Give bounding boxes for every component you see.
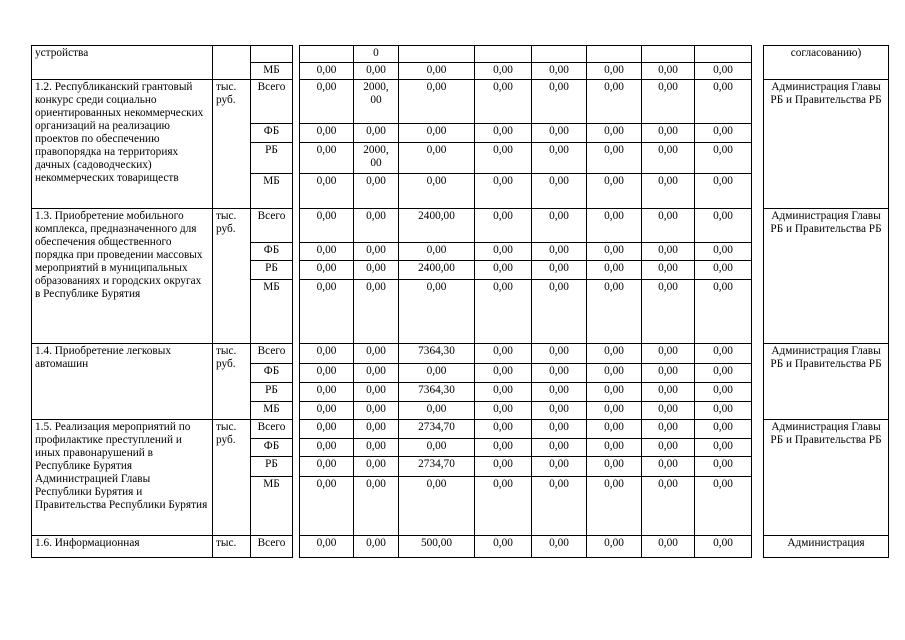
value-cell: 0,00 (695, 439, 752, 457)
value-cell: 0,00 (300, 439, 354, 457)
value-cell: 0,00 (642, 280, 695, 344)
value-cell: 0,00 (695, 457, 752, 477)
item-1-4 (32, 344, 889, 420)
source-label: Всего (251, 420, 293, 439)
value-cell: 0,00 (695, 383, 752, 402)
value-cell: 0,00 (642, 383, 695, 402)
table-row (32, 420, 889, 439)
value-cell: 0,00 (475, 439, 532, 457)
value-cell: 0 (354, 46, 399, 63)
value-cell: 0,00 (695, 261, 752, 280)
item-name: 1.5. Реализация мероприятий по профилактике преступлений и иных правонарушений в Республике Бурятия Администрацией Главы Республики Бурятия и Правительства Республики Бурятия (32, 420, 213, 536)
item-name: 1.6. Информационная (32, 536, 213, 558)
value-cell: 0,00 (587, 383, 642, 402)
value-cell: 0,00 (532, 143, 587, 174)
value-cell: 0,00 (642, 420, 695, 439)
value-cell: 0,00 (642, 243, 695, 261)
value-cell: 0,00 (642, 143, 695, 174)
value-cell: 0,00 (300, 420, 354, 439)
item-1-3 (32, 209, 889, 344)
item-unit: тыс. руб. (213, 344, 251, 420)
value-cell: 0,00 (695, 124, 752, 143)
column-gap (293, 536, 300, 558)
value-cell: 0,00 (354, 174, 399, 209)
value-cell: 0,00 (354, 243, 399, 261)
value-cell: 0,00 (587, 63, 642, 80)
value-cell: 0,00 (695, 344, 752, 364)
value-cell: 0,00 (532, 383, 587, 402)
value-cell: 0,00 (399, 402, 475, 420)
value-cell (475, 46, 532, 63)
responsible-party: Администрация Главы РБ и Правительства РБ (764, 420, 889, 536)
source-label: Всего (251, 80, 293, 124)
value-cell: 0,00 (587, 344, 642, 364)
value-cell: 0,00 (532, 536, 587, 558)
item-unit: тыс. руб. (213, 209, 251, 344)
column-gap (752, 209, 764, 344)
value-cell: 0,00 (399, 243, 475, 261)
item-name: 1.3. Приобретение мобильного комплекса, предназначенного для обеспечения общественного порядка при проведении массовых мероприятий в муниципальных образованиях и городских округах в Республике Бурятия (32, 209, 213, 344)
source-label: МБ (251, 477, 293, 536)
source-label: МБ (251, 63, 293, 80)
value-cell: 0,00 (300, 209, 354, 243)
value-cell: 0,00 (695, 536, 752, 558)
value-cell: 0,00 (587, 477, 642, 536)
value-cell: 0,00 (695, 63, 752, 80)
item-unit: тыс. руб. (213, 80, 251, 209)
value-cell: 0,00 (532, 63, 587, 80)
value-cell: 2000, 00 (354, 80, 399, 124)
item-name: 1.2. Республиканский грантовый конкурс среди социально ориентированных некоммерческих организаций на реализацию проектов по обеспечению правопорядка на территориях дачных (садоводческих) некоммерческих товариществ (32, 80, 213, 209)
value-cell: 0,00 (532, 174, 587, 209)
value-cell: 0,00 (532, 80, 587, 124)
value-cell: 2734,70 (399, 420, 475, 439)
source-label: ФБ (251, 439, 293, 457)
value-cell: 0,00 (300, 383, 354, 402)
value-cell: 0,00 (354, 439, 399, 457)
item-1-6 (32, 536, 889, 558)
value-cell: 0,00 (587, 439, 642, 457)
value-cell: 0,00 (354, 261, 399, 280)
source-label: ФБ (251, 364, 293, 383)
column-gap (293, 344, 300, 420)
value-cell (399, 46, 475, 63)
value-cell: 0,00 (587, 174, 642, 209)
value-cell: 0,00 (532, 439, 587, 457)
source-label: МБ (251, 280, 293, 344)
value-cell: 0,00 (399, 477, 475, 536)
value-cell: 0,00 (532, 457, 587, 477)
value-cell: 0,00 (300, 124, 354, 143)
value-cell: 0,00 (300, 280, 354, 344)
source-label: Всего (251, 209, 293, 243)
value-cell: 0,00 (587, 280, 642, 344)
value-cell: 0,00 (354, 364, 399, 383)
table-row (32, 209, 889, 243)
value-cell: 0,00 (642, 402, 695, 420)
source-label (251, 46, 293, 63)
value-cell: 0,00 (300, 536, 354, 558)
value-cell: 0,00 (300, 174, 354, 209)
column-gap (293, 209, 300, 344)
value-cell: 0,00 (399, 364, 475, 383)
column-gap (752, 46, 764, 80)
value-cell: 0,00 (475, 209, 532, 243)
value-cell: 2400,00 (399, 261, 475, 280)
value-cell: 0,00 (532, 477, 587, 536)
source-label: РБ (251, 261, 293, 280)
value-cell: 0,00 (399, 143, 475, 174)
table-row (32, 80, 889, 124)
column-gap (752, 536, 764, 558)
value-cell: 0,00 (475, 261, 532, 280)
item-unit (213, 46, 251, 80)
column-gap (293, 46, 300, 80)
responsible-party: согласованию) (764, 46, 889, 80)
value-cell: 0,00 (642, 344, 695, 364)
value-cell: 0,00 (695, 143, 752, 174)
value-cell: 0,00 (300, 402, 354, 420)
value-cell: 0,00 (399, 174, 475, 209)
value-cell: 0,00 (587, 420, 642, 439)
value-cell: 0,00 (300, 344, 354, 364)
value-cell: 0,00 (532, 261, 587, 280)
value-cell: 0,00 (399, 439, 475, 457)
value-cell: 0,00 (475, 280, 532, 344)
column-gap (752, 344, 764, 420)
value-cell: 0,00 (532, 243, 587, 261)
value-cell: 7364,30 (399, 344, 475, 364)
source-label: ФБ (251, 124, 293, 143)
source-label: РБ (251, 457, 293, 477)
column-gap (752, 420, 764, 536)
value-cell: 0,00 (300, 457, 354, 477)
value-cell: 0,00 (475, 364, 532, 383)
value-cell (642, 46, 695, 63)
column-gap (752, 80, 764, 209)
value-cell: 0,00 (300, 80, 354, 124)
value-cell: 0,00 (475, 457, 532, 477)
value-cell: 0,00 (642, 439, 695, 457)
value-cell: 0,00 (354, 124, 399, 143)
responsible-party: Администрация Главы РБ и Правительства РБ (764, 209, 889, 344)
value-cell: 0,00 (695, 420, 752, 439)
value-cell: 0,00 (354, 477, 399, 536)
table-row (32, 46, 889, 63)
responsible-party: Администрация Главы РБ и Правительства РБ (764, 344, 889, 420)
column-gap (293, 420, 300, 536)
source-label: ФБ (251, 243, 293, 261)
value-cell: 0,00 (475, 344, 532, 364)
value-cell: 2734,70 (399, 457, 475, 477)
source-label: РБ (251, 383, 293, 402)
value-cell: 0,00 (695, 364, 752, 383)
value-cell: 0,00 (587, 143, 642, 174)
value-cell: 0,00 (587, 536, 642, 558)
value-cell: 500,00 (399, 536, 475, 558)
source-label: МБ (251, 402, 293, 420)
value-cell: 0,00 (300, 364, 354, 383)
value-cell: 0,00 (587, 80, 642, 124)
item-unit: тыс. руб. (213, 420, 251, 536)
table-row (32, 536, 889, 558)
value-cell: 0,00 (587, 209, 642, 243)
item-name: 1.4. Приобретение легковых автомашин (32, 344, 213, 420)
value-cell: 0,00 (532, 344, 587, 364)
value-cell: 0,00 (642, 261, 695, 280)
value-cell: 0,00 (642, 63, 695, 80)
value-cell: 0,00 (532, 124, 587, 143)
value-cell: 0,00 (354, 402, 399, 420)
value-cell: 0,00 (587, 457, 642, 477)
value-cell: 0,00 (642, 536, 695, 558)
value-cell: 0,00 (642, 174, 695, 209)
value-cell: 0,00 (587, 261, 642, 280)
value-cell: 0,00 (695, 174, 752, 209)
value-cell: 0,00 (475, 143, 532, 174)
item-name: устройства (32, 46, 213, 80)
value-cell: 0,00 (695, 209, 752, 243)
value-cell: 0,00 (642, 209, 695, 243)
value-cell: 0,00 (695, 402, 752, 420)
value-cell: 2000, 00 (354, 143, 399, 174)
value-cell: 0,00 (642, 477, 695, 536)
value-cell: 0,00 (532, 280, 587, 344)
value-cell: 0,00 (399, 63, 475, 80)
value-cell: 0,00 (475, 402, 532, 420)
value-cell: 7364,30 (399, 383, 475, 402)
value-cell: 0,00 (300, 243, 354, 261)
value-cell: 0,00 (475, 174, 532, 209)
value-cell: 0,00 (587, 243, 642, 261)
responsible-party: Администрация Главы РБ и Правительства РБ (764, 80, 889, 209)
value-cell: 0,00 (532, 209, 587, 243)
source-label: Всего (251, 344, 293, 364)
value-cell: 0,00 (475, 63, 532, 80)
value-cell: 0,00 (475, 80, 532, 124)
value-cell: 0,00 (354, 383, 399, 402)
value-cell: 0,00 (300, 143, 354, 174)
top-fragment (32, 46, 889, 80)
value-cell: 0,00 (475, 383, 532, 402)
value-cell: 0,00 (695, 280, 752, 344)
value-cell: 0,00 (695, 80, 752, 124)
value-cell: 0,00 (587, 364, 642, 383)
value-cell: 0,00 (642, 457, 695, 477)
item-1-2 (32, 80, 889, 209)
value-cell: 0,00 (300, 477, 354, 536)
value-cell: 2400,00 (399, 209, 475, 243)
value-cell: 0,00 (300, 261, 354, 280)
value-cell: 0,00 (354, 420, 399, 439)
value-cell: 0,00 (532, 420, 587, 439)
value-cell: 0,00 (475, 477, 532, 536)
value-cell: 0,00 (300, 63, 354, 80)
value-cell: 0,00 (354, 457, 399, 477)
value-cell: 0,00 (475, 243, 532, 261)
item-unit: тыс. (213, 536, 251, 558)
value-cell: 0,00 (587, 402, 642, 420)
value-cell: 0,00 (532, 402, 587, 420)
responsible-party: Администрация (764, 536, 889, 558)
table-row (32, 344, 889, 364)
value-cell (695, 46, 752, 63)
source-label: РБ (251, 143, 293, 174)
value-cell: 0,00 (399, 280, 475, 344)
value-cell: 0,00 (354, 209, 399, 243)
item-1-5 (32, 420, 889, 536)
value-cell: 0,00 (475, 420, 532, 439)
value-cell: 0,00 (354, 344, 399, 364)
source-label: МБ (251, 174, 293, 209)
value-cell: 0,00 (695, 243, 752, 261)
value-cell: 0,00 (642, 80, 695, 124)
value-cell: 0,00 (695, 477, 752, 536)
value-cell: 0,00 (399, 124, 475, 143)
value-cell (587, 46, 642, 63)
value-cell: 0,00 (399, 80, 475, 124)
value-cell: 0,00 (642, 364, 695, 383)
column-gap (293, 80, 300, 209)
value-cell (532, 46, 587, 63)
value-cell: 0,00 (642, 124, 695, 143)
budget-table (31, 45, 889, 558)
value-cell: 0,00 (475, 124, 532, 143)
value-cell: 0,00 (354, 280, 399, 344)
source-label: Всего (251, 536, 293, 558)
value-cell (300, 46, 354, 63)
value-cell: 0,00 (354, 63, 399, 80)
value-cell: 0,00 (354, 536, 399, 558)
value-cell: 0,00 (475, 536, 532, 558)
value-cell: 0,00 (587, 124, 642, 143)
value-cell: 0,00 (532, 364, 587, 383)
